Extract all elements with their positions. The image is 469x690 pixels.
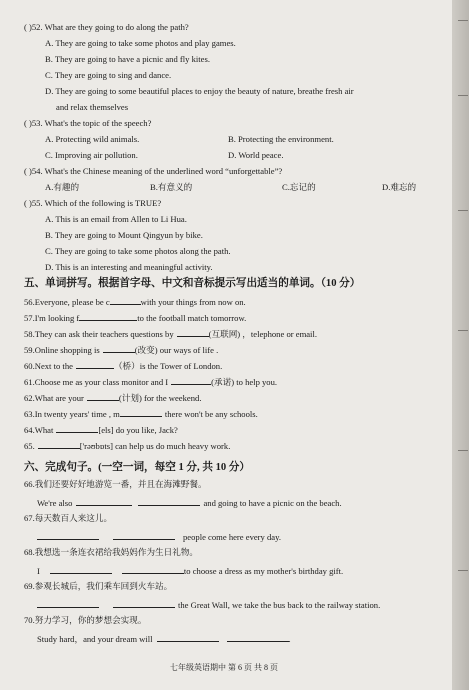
blank-61[interactable] xyxy=(171,375,211,385)
item-66-text: We're also xyxy=(37,498,73,508)
section-5-title: 五、单词拼写。根据首字母、中文和音标提示写出适当的单词。（10 分） xyxy=(24,278,361,289)
option-52-d: D. They are going to some beautiful places to enjoy the beauty of nature, breathe fresh air xyxy=(45,86,354,96)
page-footer: 七年级英语期中 第 6 页 共 8 页 xyxy=(170,663,278,672)
question-54-stem: 54. What's the Chinese meaning of the underlined word “unforgettable”? xyxy=(31,166,283,176)
option-53-b: B. Protecting the environment. xyxy=(228,134,334,144)
item-64-text-end: [els] do you like, Jack? xyxy=(98,425,178,435)
blank-58[interactable] xyxy=(177,327,209,337)
option-52-d-cont: and relax themselves xyxy=(56,102,129,112)
section-6-title: 六、完成句子。(一空一词，每空 1 分, 共 10 分） xyxy=(24,462,250,473)
item-57-text-end: to the football match tomorrow. xyxy=(137,313,247,323)
question-55 xyxy=(24,198,161,209)
item-70-text: Study hard，and your dream will xyxy=(37,634,153,644)
item-61 xyxy=(24,375,277,388)
item-60-text: 60.Next to the xyxy=(24,361,73,371)
blank-67-1[interactable] xyxy=(37,530,99,540)
option-54-b: B.有意义的 xyxy=(150,182,193,192)
blank-60[interactable] xyxy=(76,359,114,369)
question-54 xyxy=(24,166,282,177)
item-59-text: 59.Online shopping is xyxy=(24,345,100,355)
option-55-a: A. This is an email from Allen to Li Hua. xyxy=(45,214,187,224)
item-69-text: the Great Wall, we take the bus back to the railway station. xyxy=(178,600,381,610)
item-60 xyxy=(24,359,222,372)
blank-70-1[interactable] xyxy=(157,632,219,642)
edge-mark xyxy=(458,330,468,331)
item-64 xyxy=(24,423,178,436)
item-63-text: 63.In twenty years' time , m xyxy=(24,409,120,419)
item-63-text-end: there won't be any schools. xyxy=(164,409,258,419)
blank-66-1[interactable] xyxy=(76,496,132,506)
question-55-stem: 55. Which of the following is TRUE? xyxy=(31,198,162,208)
blank-62[interactable] xyxy=(87,391,119,401)
item-61-text-end: (承诺) to help you. xyxy=(211,377,278,387)
edge-mark xyxy=(458,450,468,451)
item-56-text: 56.Everyone, please be c xyxy=(24,297,110,307)
item-64-text: 64.What xyxy=(24,425,54,435)
item-58 xyxy=(24,327,317,340)
blank-63[interactable] xyxy=(120,407,162,417)
edge-mark xyxy=(458,95,468,96)
option-55-c: C. They are going to take some photos along the path. xyxy=(45,246,231,256)
item-59 xyxy=(24,343,218,356)
page-edge xyxy=(452,0,469,690)
blank-68-2[interactable] xyxy=(122,564,184,574)
item-65-text-end: ['rəʊbɒts] can help us do much heavy work. xyxy=(79,441,231,451)
blank-64[interactable] xyxy=(56,423,98,433)
blank-66-2[interactable] xyxy=(138,496,200,506)
option-54-a: A.有趣的 xyxy=(45,182,80,192)
option-52-b: B. They are going to have a picnic and fly kites. xyxy=(45,54,210,64)
option-53-c: C. Improving air pollution. xyxy=(45,150,138,160)
item-68-text: I xyxy=(37,566,40,576)
item-60-text-end: （桥）is the Tower of London. xyxy=(113,361,223,371)
item-57-text: 57.I'm looking f xyxy=(24,313,80,323)
option-54-c: C.忘记的 xyxy=(282,182,316,192)
question-53 xyxy=(24,118,151,129)
item-66-cn: 66.我们还要好好地游览一番，并且在海滩野餐。 xyxy=(24,479,207,489)
item-70-text-end: . xyxy=(288,634,291,644)
item-58-text-end: (互联网) ，telephone or email. xyxy=(208,329,317,339)
item-67-en xyxy=(37,530,281,543)
item-68-en xyxy=(37,564,343,577)
answer-bracket[interactable]: ( ) xyxy=(24,166,32,176)
item-63 xyxy=(24,407,258,420)
blank-56[interactable] xyxy=(110,295,141,305)
item-69-cn: 69.参观长城后，我们乘车回到火车站。 xyxy=(24,581,173,591)
item-68-cn: 68.我想选一条连衣裙给我妈妈作为生日礼物。 xyxy=(24,547,199,557)
option-52-c: C. They are going to sing and dance. xyxy=(45,70,172,80)
blank-69-2[interactable] xyxy=(113,598,175,608)
item-67-text: people come here every day. xyxy=(183,532,281,542)
item-56 xyxy=(24,295,246,308)
item-66-text-end: and going to have a picnic on the beach. xyxy=(203,498,342,508)
option-55-b: B. They are going to Mount Qingyun by bike. xyxy=(45,230,203,240)
blank-69-1[interactable] xyxy=(37,598,99,608)
answer-bracket[interactable]: ( ) xyxy=(24,22,32,32)
item-65 xyxy=(24,439,230,452)
edge-mark xyxy=(458,570,468,571)
item-62-text: 62.What are your xyxy=(24,393,84,403)
item-70-cn: 70.努力学习，你的梦想会实现。 xyxy=(24,615,147,625)
edge-mark xyxy=(458,210,468,211)
option-52-a: A. They are going to take some photos and play games. xyxy=(45,38,236,48)
blank-65[interactable] xyxy=(38,439,80,449)
answer-bracket[interactable]: ( ) xyxy=(24,118,32,128)
option-55-d: D. This is an interesting and meaningful activity. xyxy=(45,262,213,272)
item-61-text: 61.Choose me as your class monitor and I xyxy=(24,377,169,387)
item-62 xyxy=(24,391,201,404)
option-54-d: D.难忘的 xyxy=(382,182,417,192)
question-52-stem: 52. What are they going to do along the path? xyxy=(31,22,189,32)
question-53-stem: 53. What's the topic of the speech? xyxy=(31,118,152,128)
blank-59[interactable] xyxy=(103,343,135,353)
item-69-en xyxy=(37,598,380,611)
item-67-cn: 67.每天数百人来这儿。 xyxy=(24,513,113,523)
item-58-text: 58.They can ask their teachers questions by xyxy=(24,329,174,339)
option-53-d: D. World peace. xyxy=(228,150,284,160)
answer-bracket[interactable]: ( ) xyxy=(24,198,32,208)
item-68-text-end: to choose a dress as my mother's birthday gift. xyxy=(183,566,344,576)
item-70-en xyxy=(37,632,291,645)
item-56-text-end: with your things from now on. xyxy=(140,297,246,307)
question-52 xyxy=(24,22,189,33)
blank-68-1[interactable] xyxy=(50,564,112,574)
blank-57[interactable] xyxy=(79,311,137,321)
blank-67-2[interactable] xyxy=(113,530,175,540)
item-57 xyxy=(24,311,246,324)
item-66-en xyxy=(37,496,342,509)
option-53-a: A. Protecting wild animals. xyxy=(45,134,140,144)
item-59-text-end: (改变) our ways of life . xyxy=(134,345,219,355)
item-62-text-end: (计划) for the weekend. xyxy=(118,393,202,403)
item-65-text: 65. xyxy=(24,441,35,451)
blank-70-2[interactable] xyxy=(227,632,289,642)
edge-mark xyxy=(458,20,468,21)
